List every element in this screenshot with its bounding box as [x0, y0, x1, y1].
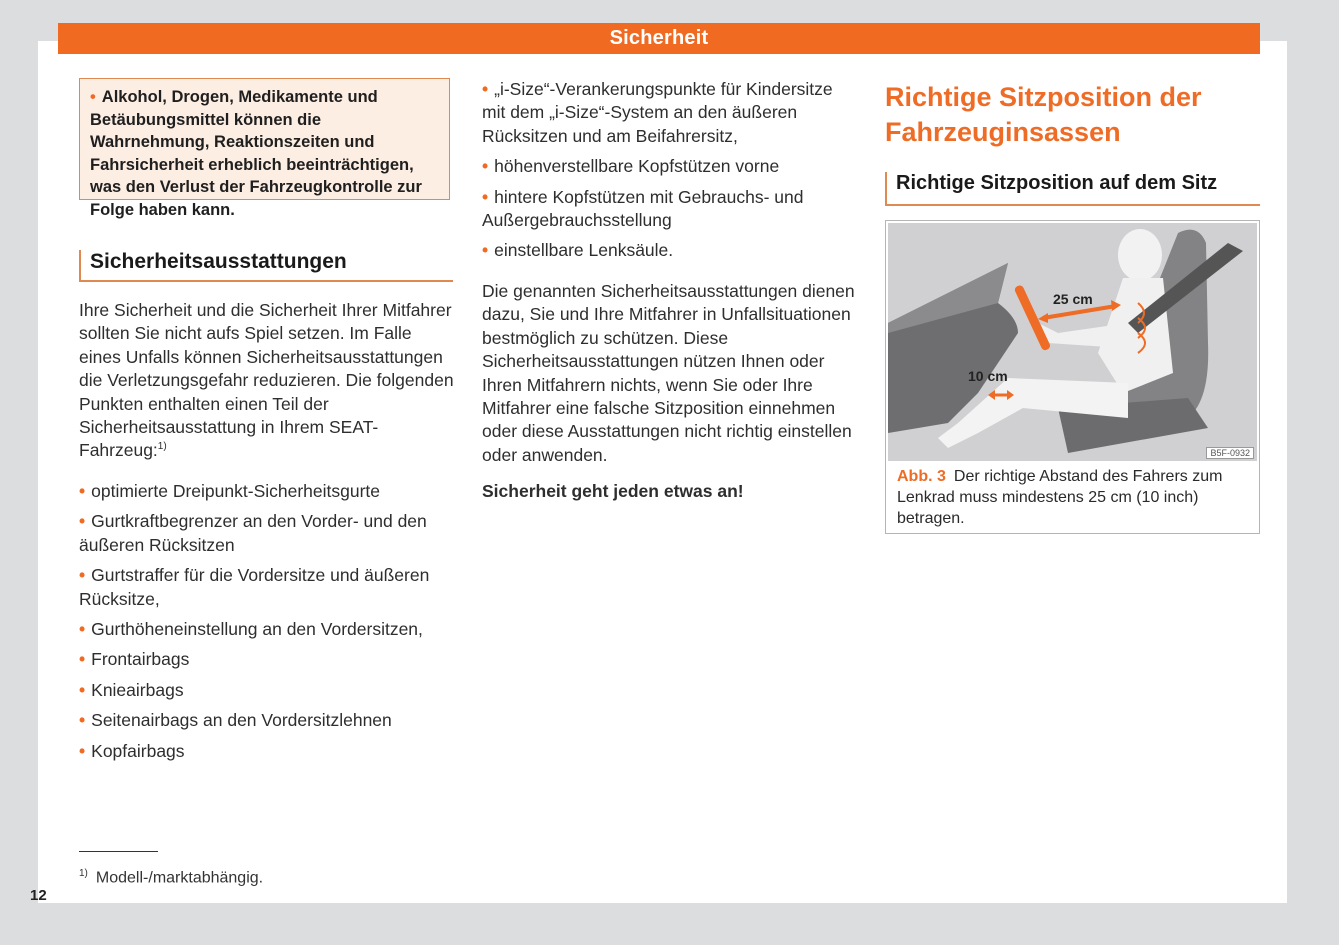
footnote-divider [79, 851, 158, 852]
section-title: Sicherheit [609, 27, 709, 49]
list-item: • höhenverstellbare Kopfstützen vorne [482, 156, 780, 177]
caption-text: Der richtige Abstand des Fahrers zum Lenkrad muss mindestens 25 cm (10 inch) betragen. [897, 468, 1223, 527]
warning-box [79, 78, 450, 219]
list-item: • „i-Size“-Verankerungspunkte für Kindersitze mit dem „i-Size“-System an den äußeren Rücksitzen und am Beifahrersitz, [482, 79, 833, 146]
section-heading-sitzposition [885, 172, 1260, 206]
list-item: • Gurthöheneinstellung an den Vordersitzen, [79, 619, 423, 640]
figure-label: Abb. 3 [897, 468, 946, 485]
seating-illustration [888, 223, 1257, 461]
bullet-icon: • [482, 240, 489, 261]
bullet-icon: • [90, 88, 96, 106]
bullet-icon: • [482, 79, 489, 99]
footnote-ref[interactable]: 1) [157, 441, 167, 453]
bullet-icon: • [79, 481, 86, 501]
bullet-icon: • [79, 740, 86, 761]
safety-features-list [79, 480, 457, 770]
bullet-icon: • [79, 649, 86, 670]
section-heading-text: Richtige Sitzposition auf dem Sitz [896, 172, 1218, 194]
list-item: • Kopfairbags [79, 740, 185, 761]
section-heading-sicherheitsausstattungen [79, 250, 453, 282]
figure-seating-position [885, 220, 1260, 534]
label-10cm: 10 cm [968, 368, 1008, 384]
section-header-bar [58, 23, 1260, 54]
figure-caption [897, 466, 1247, 529]
chapter-heading: Richtige Sitzposition der Fahrzeuginsassen [885, 82, 1202, 147]
footnote-text: Modell-/marktabhängig. [95, 869, 264, 887]
list-item: • einstellbare Lenksäule. [482, 240, 674, 261]
list-item: • Seitenairbags an den Vordersitzlehnen [79, 710, 392, 731]
list-item: • optimierte Dreipunkt-Sicherheitsgurte [79, 481, 381, 501]
footnote [79, 868, 263, 887]
list-item: • Knieairbags [79, 679, 184, 700]
list-item: • Gurtstraffer für die Vordersitze und äußeren Rücksitze, [79, 565, 430, 609]
bullet-icon: • [79, 710, 86, 731]
bullet-icon: • [482, 156, 489, 177]
bullet-icon: • [79, 679, 86, 700]
list-item: • Frontairbags [79, 649, 190, 670]
bullet-icon: • [482, 186, 489, 207]
bullet-icon: • [79, 565, 86, 586]
figure-code: B5F-0932 [1206, 447, 1254, 459]
emphasis-text: Sicherheit geht jeden etwas an! [482, 481, 744, 501]
list-item: • hintere Kopfstützen mit Gebrauchs- und Außergebrauchsstellung [482, 186, 804, 231]
footnote-mark: 1) [79, 868, 88, 879]
label-25cm: 25 cm [1053, 291, 1093, 307]
warning-text: Alkohol, Drogen, Medikamente und Betäubungsmittel können die Wahrnehmung, Reaktionszeiten und Fahrsicherheit erheblich beeinträchtigen, was den Verlust der Fahrzeugkontrolle zur Folge haben kann. [90, 88, 422, 219]
intro-paragraph [79, 299, 454, 463]
section-heading-text: Sicherheitsausstattungen [90, 250, 347, 273]
safety-features-list-continued [482, 78, 860, 270]
page-number: 12 [30, 887, 47, 904]
list-item: • Gurtkraftbegrenzer an den Vorder- und den äußeren Rücksitzen [79, 511, 427, 555]
bullet-icon: • [79, 619, 86, 640]
explanation-paragraph: Die genannten Sicherheitsausstattungen dienen dazu, Sie und Ihre Mitfahrer in Unfallsituationen bestmöglich zu schützen. Diese Sicherheitsausstattungen nützen Ihnen oder Ihren Mitfahrern nichts, wenn Sie oder Ihre Mitfahrer eine falsche Sitzposition einnehmen oder diese Ausstattungen nicht richtig einstellen oder anwenden. [482, 281, 855, 465]
intro-text: Ihre Sicherheit und die Sicherheit Ihrer Mitfahrer sollten Sie nicht aufs Spiel setzen. Im Falle eines Unfalls können Sicherheitsausstattungen die Verletzungsgefahr reduzieren. Die folgenden Punkten enthalten einen Teil der Sicherheitsausstattung in Ihrem SEAT-Fahrzeug: [79, 300, 454, 461]
bullet-icon: • [79, 511, 86, 532]
